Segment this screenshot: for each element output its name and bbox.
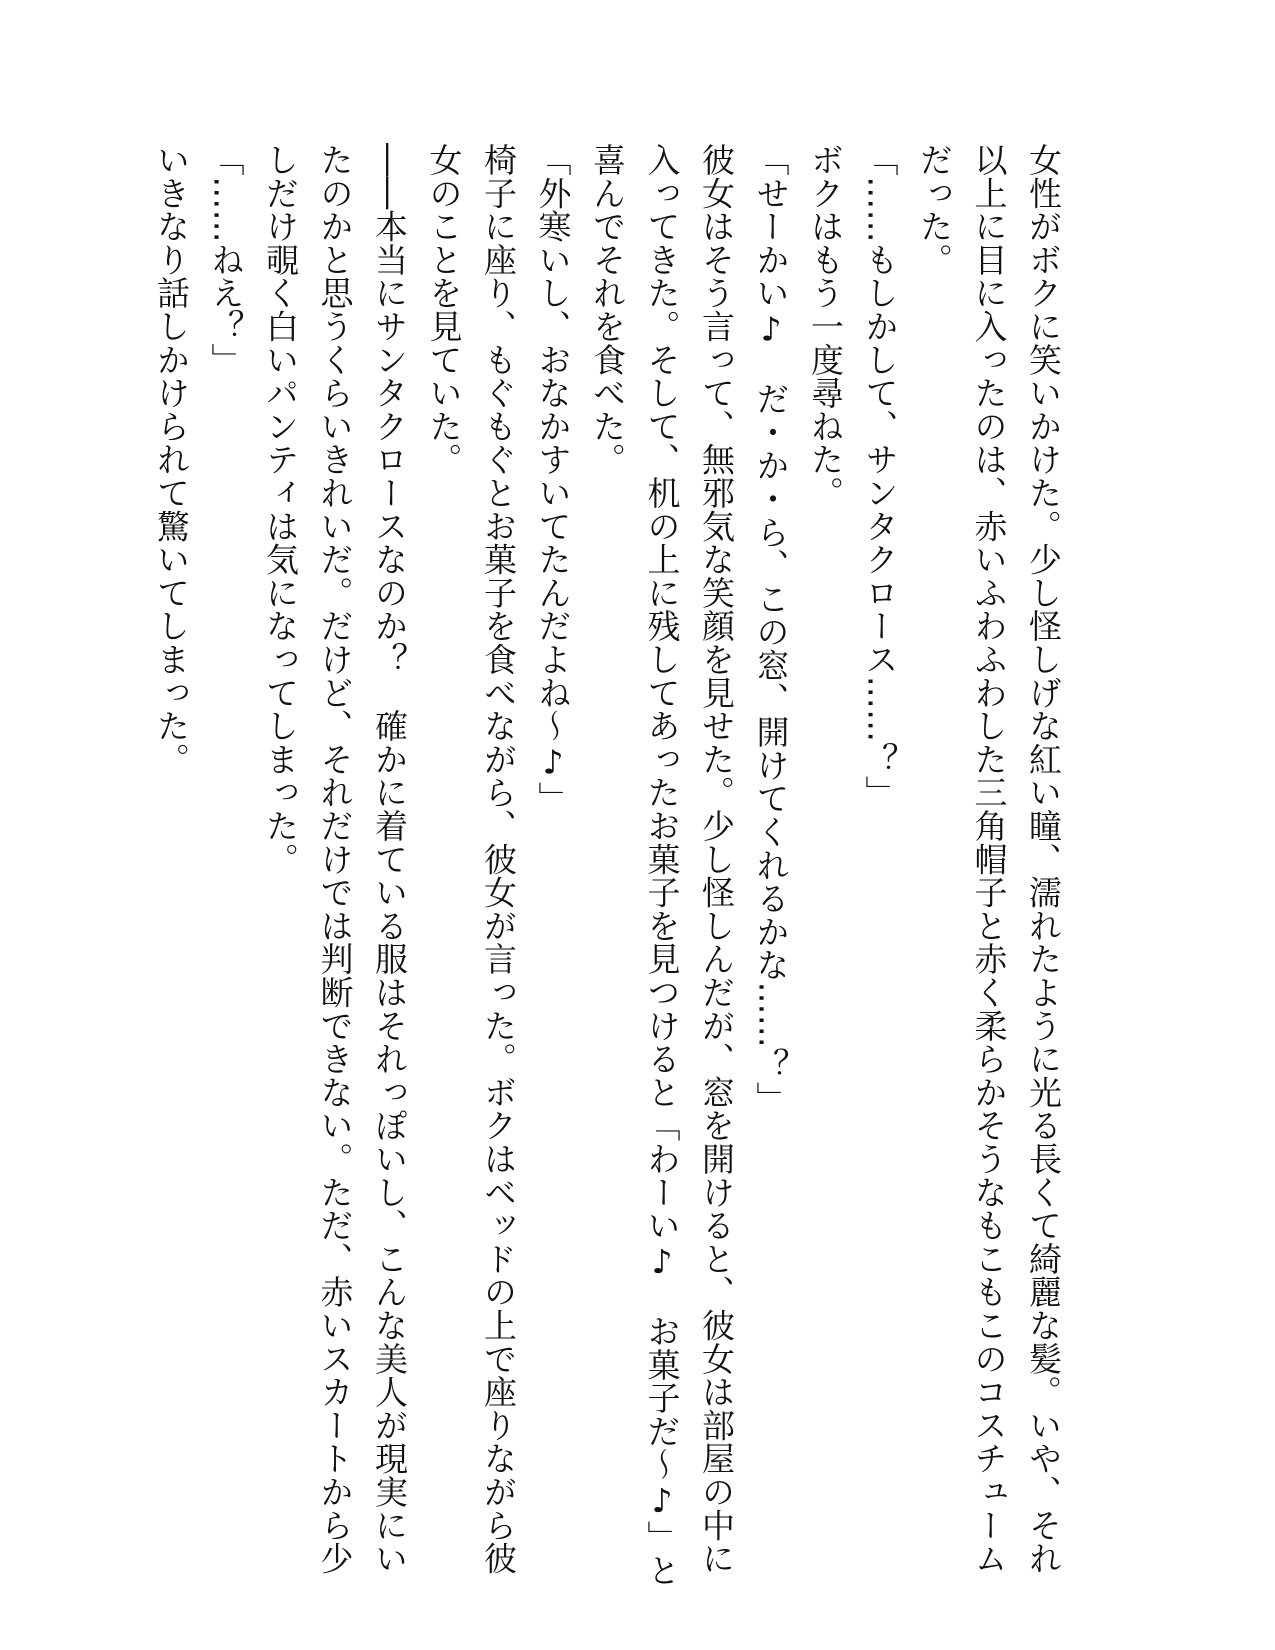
text-line-7: 彼女はそう言って、無邪気な笑顔を見せた。少し怪しんだが、窓を開けると、彼女は部屋の中に [697, 143, 736, 1575]
text-line-12: 女のことを見ていた。 [424, 143, 464, 476]
text-line-6: 「せーかい♪ だ・か・ら、この窓、開けてくれるかな……？」 [751, 143, 791, 1115]
text-line-11: 椅子に座り、もぐもぐとお菓子を食べながら、彼女が言った。ボクはベッドの上で座りながら彼 [479, 143, 518, 1575]
text-line-1: 女性がボクに笑いかけた。少し怪しげな紅い瞳、濡れたように光る長くて綺麗な髪。いや、それ [1024, 143, 1063, 1575]
text-line-10: 「外寒いし、おなかすいてたんだよね～♪」 [533, 143, 573, 815]
text-line-13: ――本当にサンタクロースなのか？ 確かに着ている服はそれっぽいし、こんな美人が現実にい [370, 143, 409, 1575]
text-line-15: しだけ覗く白いパンティは気になってしまった。 [261, 143, 300, 876]
text-line-17: いきなり話しかけられて驚いてしまった。 [152, 143, 191, 776]
text-line-5: ボクはもう一度尋ねた。 [806, 143, 845, 510]
vertical-text-body [144, 143, 1071, 1587]
text-line-8: 入ってきた。そして、机の上に残してあったお菓子を見つけると「わーい♪ お菓子だ～♪」と [642, 143, 682, 1587]
text-line-4: 「……もしかして、サンタクロース……？」 [860, 143, 900, 809]
text-line-14: たのかと思うくらいきれいだ。だけど、それだけでは判断できない。ただ、赤いスカートから少 [315, 143, 355, 1575]
text-line-16: 「……ねえ？」 [206, 143, 246, 377]
text-line-9: 喜んでそれを食べた。 [588, 143, 627, 476]
text-line-3: だった。 [915, 143, 954, 277]
text-line-2: 以上に目に入ったのは、赤いふわふわした三角帽子と赤く柔らかそうなもこもこのコスチューム [969, 143, 1009, 1575]
